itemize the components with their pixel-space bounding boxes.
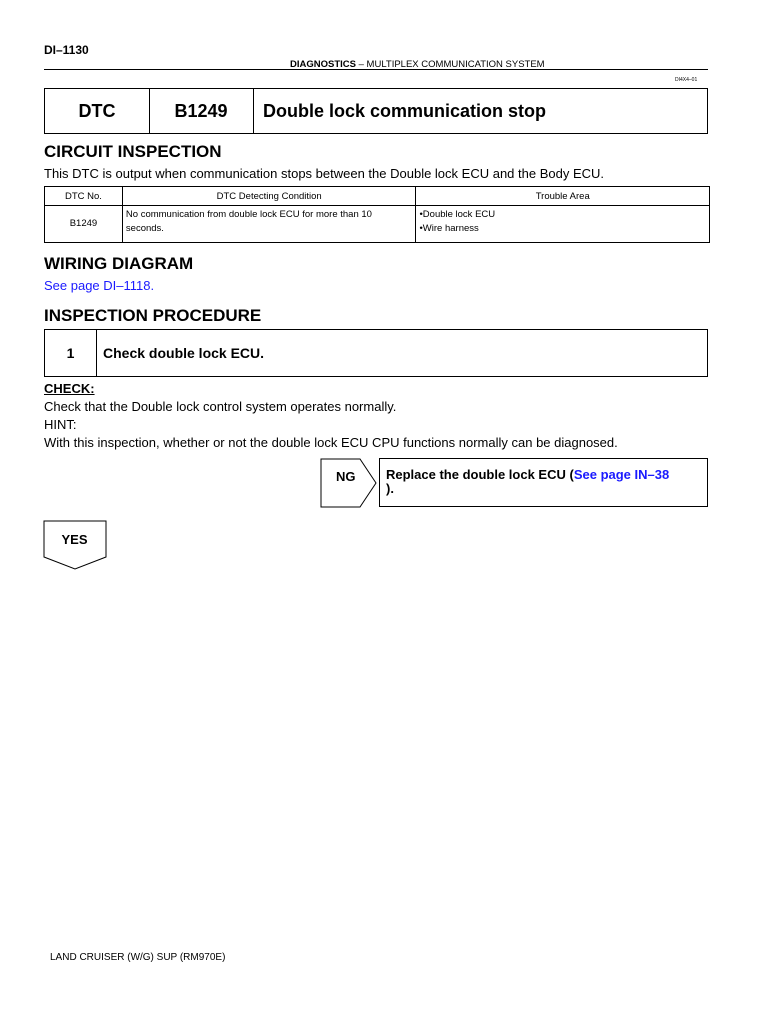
table-header-trouble-area: Trouble Area — [416, 187, 710, 206]
header-subsection: MULTIPLEX COMMUNICATION SYSTEM — [366, 59, 545, 70]
check-text: Check that the Double lock control system operates normally. — [44, 399, 397, 414]
wiring-diagram-heading: WIRING DIAGRAM — [44, 254, 194, 273]
page-number: DI–1130 — [44, 43, 89, 57]
table-header-dtc-no: DTC No. — [45, 187, 123, 206]
check-label: CHECK: — [44, 381, 95, 396]
document-code: DI4X4–01 — [675, 77, 698, 83]
footer-text: LAND CRUISER (W/G) SUP (RM970E) — [50, 952, 226, 963]
yes-label: YES — [61, 532, 88, 547]
hint-label: HINT: — [44, 417, 77, 432]
step-number: 1 — [45, 330, 97, 376]
trouble-area-item: •Double lock ECU — [419, 209, 496, 220]
dtc-banner — [44, 88, 708, 134]
ng-action-end: ). — [386, 481, 394, 496]
circuit-description: This DTC is output when communication stops between the Double lock ECU and the Body ECU. — [44, 166, 604, 181]
header-divider — [44, 69, 708, 70]
circuit-inspection-heading: CIRCUIT INSPECTION — [44, 142, 222, 161]
trouble-area-item: •Wire harness — [419, 223, 479, 234]
table-header-row — [45, 187, 710, 206]
hint-text: With this inspection, whether or not the double lock ECU CPU functions normally can be diagnosed. — [44, 435, 618, 450]
table-cell-condition: No communication from double lock ECU for more than 10 seconds. — [122, 206, 416, 243]
step-title: Check double lock ECU. — [103, 345, 265, 361]
header-separator: – — [355, 59, 367, 70]
table-row — [45, 206, 710, 243]
ng-action-box — [379, 458, 708, 507]
dtc-code: B1249 — [149, 89, 254, 133]
table-cell-trouble-area — [416, 206, 710, 243]
inspection-procedure-heading: INSPECTION PROCEDURE — [44, 306, 262, 325]
dtc-label: DTC — [45, 89, 150, 133]
table-cell-dtc-no: B1249 — [45, 206, 123, 243]
table-header-condition: DTC Detecting Condition — [122, 187, 416, 206]
dtc-table — [44, 186, 710, 243]
header-section: DIAGNOSTICS — [290, 59, 356, 70]
inspection-step — [44, 329, 708, 377]
ng-label: NG — [336, 469, 356, 484]
wiring-diagram-link[interactable]: See page DI–1118. — [44, 278, 155, 293]
dtc-title: Double lock communication stop — [263, 100, 547, 121]
ng-action-link[interactable]: See page IN–38 — [573, 467, 670, 482]
ng-action-text: Replace the double lock ECU ( — [386, 467, 574, 482]
